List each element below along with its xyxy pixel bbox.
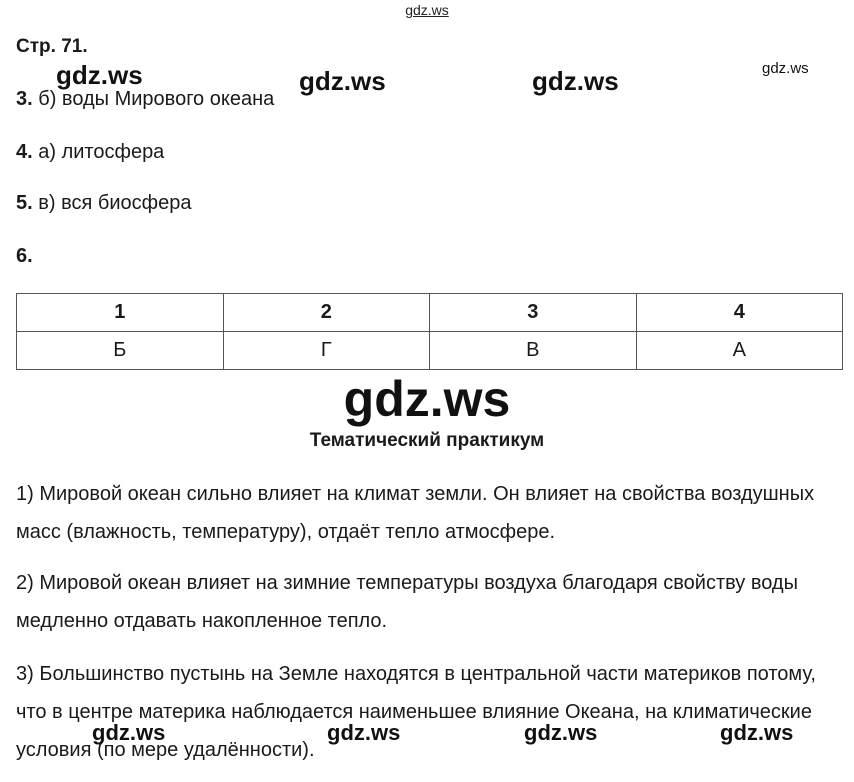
table-header-cell: 4 — [636, 294, 843, 332]
answer-table — [16, 293, 843, 370]
table-header-row — [17, 294, 843, 332]
watermark-bottom-1: gdz.ws — [92, 720, 166, 745]
watermark-bottom-3: gdz.ws — [524, 720, 598, 745]
answer-text: а) литосфера — [32, 141, 165, 163]
answer-number: 6. — [16, 245, 33, 267]
answer-number: 5. — [16, 192, 33, 214]
table-cell: А — [636, 332, 843, 370]
table-cell: Г — [223, 332, 430, 370]
page-title: Стр. 71. — [16, 36, 88, 57]
table-cell: Б — [17, 332, 224, 370]
answer-number: 4. — [16, 141, 33, 163]
watermark-center: gdz.ws — [299, 66, 386, 96]
watermark-bottom-2: gdz.ws — [327, 720, 401, 745]
watermark-top[interactable]: gdz.ws — [405, 2, 449, 18]
paragraph-2: 2) Мировой океан влияет на зимние температуры воздуха благодаря свойству воды медленно отдавать накопленное тепло. — [16, 572, 798, 632]
answer-3 — [16, 88, 274, 111]
answer-4 — [16, 141, 164, 164]
watermark-big: gdz.ws — [343, 371, 511, 427]
answer-text: б) воды Мирового океана — [32, 88, 275, 110]
section-title: Тематический практикум — [309, 430, 545, 451]
paragraph-1: 1) Мировой океан сильно влияет на климат земли. Он влияет на свойства воздушных масс (влажность, температуру), отдаёт тепло атмосфере. — [16, 483, 815, 543]
table-row — [17, 332, 843, 370]
answer-6 — [16, 245, 33, 268]
table-header-cell: 3 — [430, 294, 637, 332]
watermark-right: gdz.ws — [532, 66, 619, 96]
watermark-bottom-4: gdz.ws — [720, 720, 794, 745]
answer-5 — [16, 192, 191, 215]
table-header-cell: 1 — [17, 294, 224, 332]
paragraph-3: 3) Большинство пустынь на Земле находятся в центральной части материков потому, что в центре материка наблюдается наименьшее влияние Океана, на климатические условия (по мере удалённости). — [16, 663, 816, 761]
answer-number: 3. — [16, 88, 33, 110]
answer-text: в) вся биосфера — [32, 192, 192, 214]
watermark-right-small: gdz.ws — [762, 60, 809, 77]
watermark-left: gdz.ws — [56, 60, 143, 90]
table-cell: В — [430, 332, 637, 370]
table-header-cell: 2 — [223, 294, 430, 332]
